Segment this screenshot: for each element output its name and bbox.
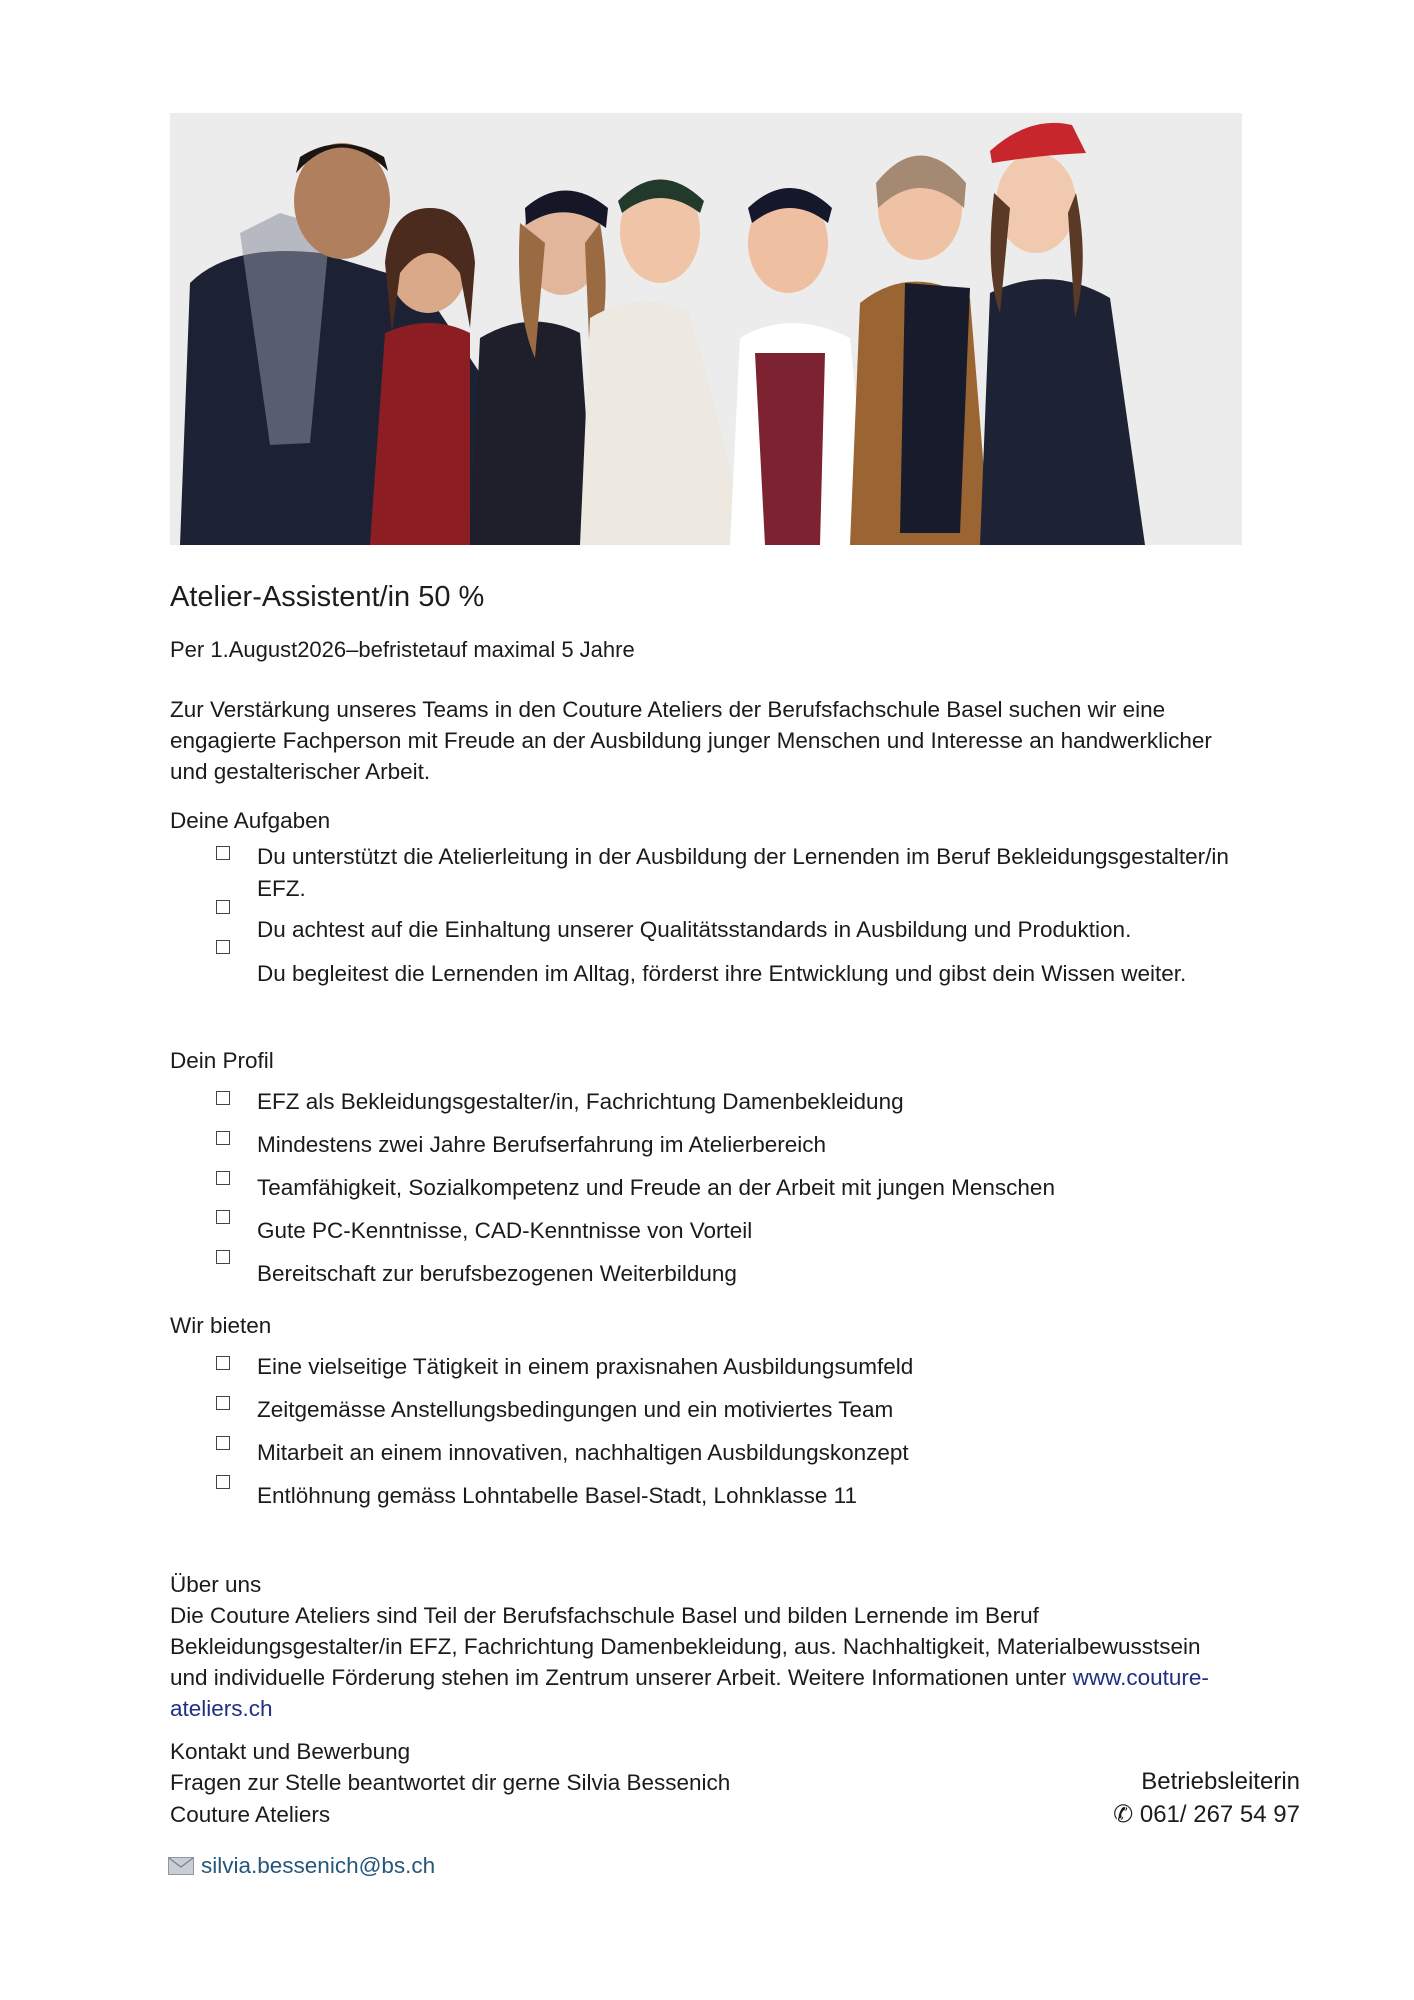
list-item: Entlöhnung gemäss Lohntabelle Basel-Stadt, Lohnklasse 11 bbox=[257, 1483, 857, 1508]
list-item: Teamfähigkeit, Sozialkompetenz und Freude an der Arbeit mit jungen Menschen bbox=[257, 1175, 1055, 1200]
checkbox-icon bbox=[216, 1091, 230, 1105]
list-item: Gute PC-Kenntnisse, CAD-Kenntnisse von Vorteil bbox=[257, 1218, 753, 1243]
list-item: Eine vielseitige Tätigkeit in einem praxisnahen Ausbildungsumfeld bbox=[257, 1354, 914, 1379]
checkbox-icon bbox=[216, 1210, 230, 1224]
list-item: Bereitschaft zur berufsbezogenen Weiterbildung bbox=[257, 1261, 737, 1286]
list-item: Du unterstützt die Atelierleitung in der Ausbildung der Lernenden im Beruf Bekleidungsgestalter/in EFZ. bbox=[257, 844, 1229, 901]
checkbox-icon bbox=[216, 1250, 230, 1264]
checkbox-icon bbox=[216, 846, 230, 860]
checkbox-icon bbox=[216, 1171, 230, 1185]
list-item: Du begleitest die Lernenden im Alltag, förderst ihre Entwicklung und gibst dein Wissen weiter. bbox=[257, 961, 1187, 986]
about-body: Die Couture Ateliers sind Teil der Berufsfachschule Basel und bilden Lernende im Beruf Bekleidungsgestalter/in EFZ, Fachrichtung Damenbekleidung, aus. Nachhaltigkeit, Materialbewusstsein und individuelle Förderung stehen im Zentrum unserer Arbeit. Weitere Informationen unter bbox=[170, 1603, 1201, 1690]
checkbox-icon bbox=[216, 1396, 230, 1410]
contact-organisation: Couture Ateliers bbox=[170, 1802, 331, 1827]
job-start-date: Per 1.August2026–befristetauf maximal 5 Jahre bbox=[170, 637, 635, 662]
job-title: Atelier-Assistent/in 50 % bbox=[170, 581, 485, 613]
about-text bbox=[170, 1600, 1230, 1724]
team-photo bbox=[170, 113, 1242, 545]
contact-phone: ✆ 061/ 267 54 97 bbox=[1113, 1801, 1300, 1828]
website-link[interactable]: www.couture-ateliers.ch bbox=[170, 1665, 1209, 1721]
email-row bbox=[168, 1853, 435, 1879]
list-item: Zeitgemässe Anstellungsbedingungen und ein motiviertes Team bbox=[257, 1397, 894, 1422]
checkbox-icon bbox=[216, 900, 230, 914]
checkbox-icon bbox=[216, 1436, 230, 1450]
checkbox-icon bbox=[216, 940, 230, 954]
envelope-icon bbox=[168, 1857, 194, 1875]
list-item: Du achtest auf die Einhaltung unserer Qualitätsstandards in Ausbildung und Produktion. bbox=[257, 917, 1132, 942]
contact-role: Betriebsleiterin bbox=[1141, 1768, 1300, 1795]
job-intro: Zur Verstärkung unseres Teams in den Couture Ateliers der Berufsfachschule Basel suchen wir eine engagierte Fachperson mit Freude an der Ausbildung junger Menschen und Interesse an handwerklicher und gestalterischer Arbeit. bbox=[170, 697, 1212, 784]
section-heading-bieten: Wir bieten bbox=[170, 1313, 272, 1338]
section-heading-contact: Kontakt und Bewerbung bbox=[170, 1739, 411, 1764]
section-heading-aufgaben: Deine Aufgaben bbox=[170, 808, 331, 833]
list-item: Mindestens zwei Jahre Berufserfahrung im Atelierbereich bbox=[257, 1132, 827, 1157]
section-heading-about: Über uns bbox=[170, 1572, 262, 1597]
list-item: EFZ als Bekleidungsgestalter/in, Fachrichtung Damenbekleidung bbox=[257, 1089, 904, 1114]
team-photo-illustration bbox=[170, 113, 1242, 545]
checkbox-icon bbox=[216, 1131, 230, 1145]
contact-person: Fragen zur Stelle beantwortet dir gerne Silvia Bessenich bbox=[170, 1770, 731, 1795]
section-heading-profil: Dein Profil bbox=[170, 1048, 274, 1073]
email-link[interactable]: silvia.bessenich@bs.ch bbox=[201, 1853, 436, 1878]
checkbox-icon bbox=[216, 1475, 230, 1489]
checkbox-icon bbox=[216, 1356, 230, 1370]
list-item: Mitarbeit an einem innovativen, nachhaltigen Ausbildungskonzept bbox=[257, 1440, 909, 1465]
